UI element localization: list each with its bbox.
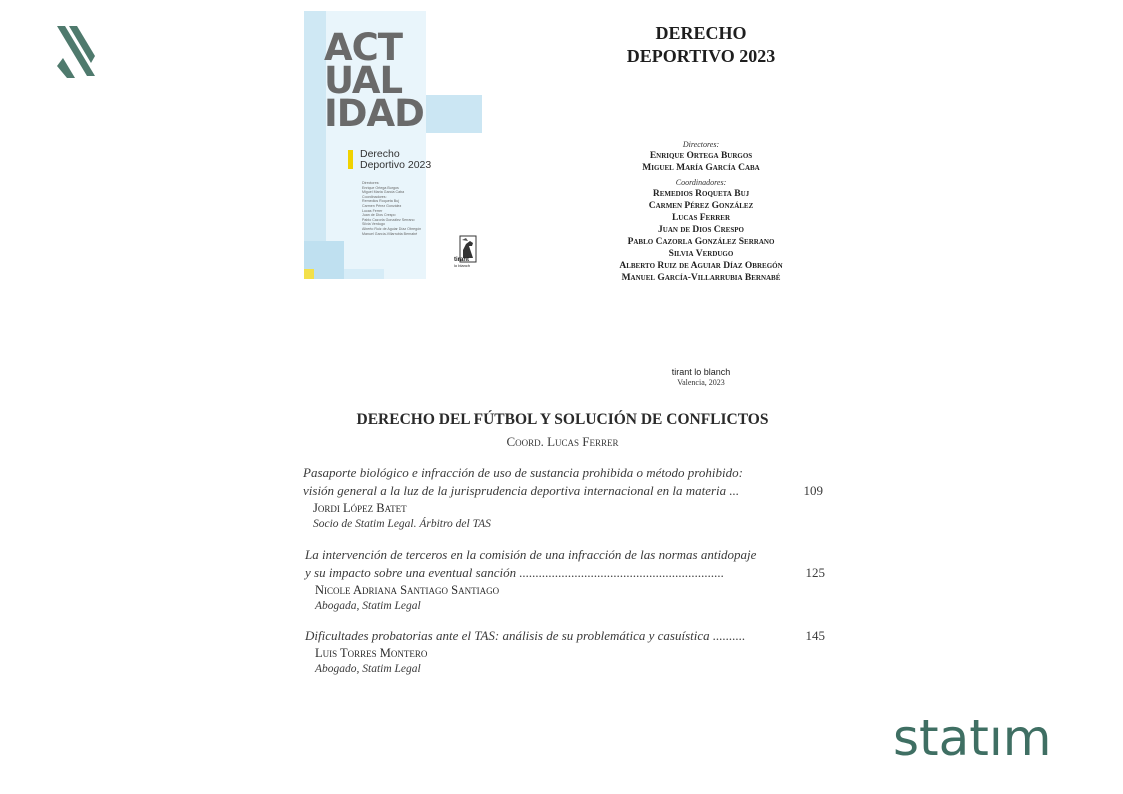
publisher-place-year: Valencia, 2023 <box>677 378 725 387</box>
book-title: DERECHO DEPORTIVO 2023 <box>626 23 776 66</box>
toc-entry <box>305 546 825 614</box>
entry-affiliation: Abogada, Statim Legal <box>315 600 421 612</box>
entry-affiliation: Abogado, Statim Legal <box>315 663 421 675</box>
entry-title: La intervención de terceros en la comisión de una infracción de las normas antidopaje y su impacto sobre una eventual sanción ............................................................... <box>305 547 757 580</box>
section-coordinator: Coord. Lucas Ferrer <box>506 434 619 449</box>
directors-label: Directores: <box>682 140 720 149</box>
entry-author: Nicole Adriana Santiago Santiago <box>315 583 500 597</box>
cover-title: Derecho Deportivo 2023 <box>360 148 432 171</box>
book-cover <box>304 11 484 279</box>
statim-logo: statım <box>893 709 1052 767</box>
cover-contributors: Directores: Enrique Ortega Burgos Miguel María García Caba Coordinadores: Remedios Roqueta Buj Carmen Pérez González Lucas Ferrer Juan de Dios Crespo Pablo Cazorla González Serrano Silvia Verdugo Alberto Ruiz de Aguiar Díaz Obregón Manuel García-Villarrubia Bernabé <box>362 181 422 236</box>
cover-publisher: tirant lo blanch <box>454 257 471 268</box>
toc-entry <box>303 464 823 532</box>
cover-actualidad-wordmark: ACT UAL IDAD <box>324 26 424 135</box>
coordinators-label: Coordinadores: <box>675 178 727 187</box>
coordinator-name: Alberto Ruiz de Aguiar Díaz Obregón <box>619 261 783 271</box>
entry-page-number: 125 <box>805 565 825 580</box>
publisher-name: tirant lo blanch <box>671 367 731 377</box>
coordinator-name: Lucas Ferrer <box>671 213 731 223</box>
coordinator-name: Juan de Dios Crespo <box>658 225 744 235</box>
coordinator-name: Remedios Roqueta Buj <box>652 189 750 199</box>
section-title: DERECHO DEL FÚTBOL Y SOLUCIÓN DE CONFLICTOS <box>356 411 769 428</box>
slashes-logo-icon <box>55 26 97 80</box>
coordinator-name: Manuel García-Villarrubia Bernabé <box>621 273 781 283</box>
director-name: Miguel María García Caba <box>642 163 760 173</box>
director-name: Enrique Ortega Burgos <box>649 151 753 161</box>
entry-title: Dificultades probatorias ante el TAS: análisis de su problemática y casuística .......... <box>305 628 746 643</box>
entry-affiliation: Socio de Statim Legal. Árbitro del TAS <box>313 518 491 530</box>
toc-entry <box>305 627 825 677</box>
credits-block <box>560 140 842 284</box>
coordinator-name: Silvia Verdugo <box>668 249 734 259</box>
entry-page-number: 145 <box>805 628 825 643</box>
coordinator-name: Pablo Cazorla González Serrano <box>627 237 775 247</box>
entry-author: Luis Torres Montero <box>315 646 428 660</box>
coordinator-name: Carmen Pérez González <box>648 201 754 211</box>
entry-page-number: 109 <box>803 483 823 498</box>
entry-author: Jordi López Batet <box>313 501 407 515</box>
entry-title: Pasaporte biológico e infracción de uso de sustancia prohibida o método prohibido: visión general a la luz de la jurisprudencia deportiva internacional en la materia ... <box>303 465 743 498</box>
